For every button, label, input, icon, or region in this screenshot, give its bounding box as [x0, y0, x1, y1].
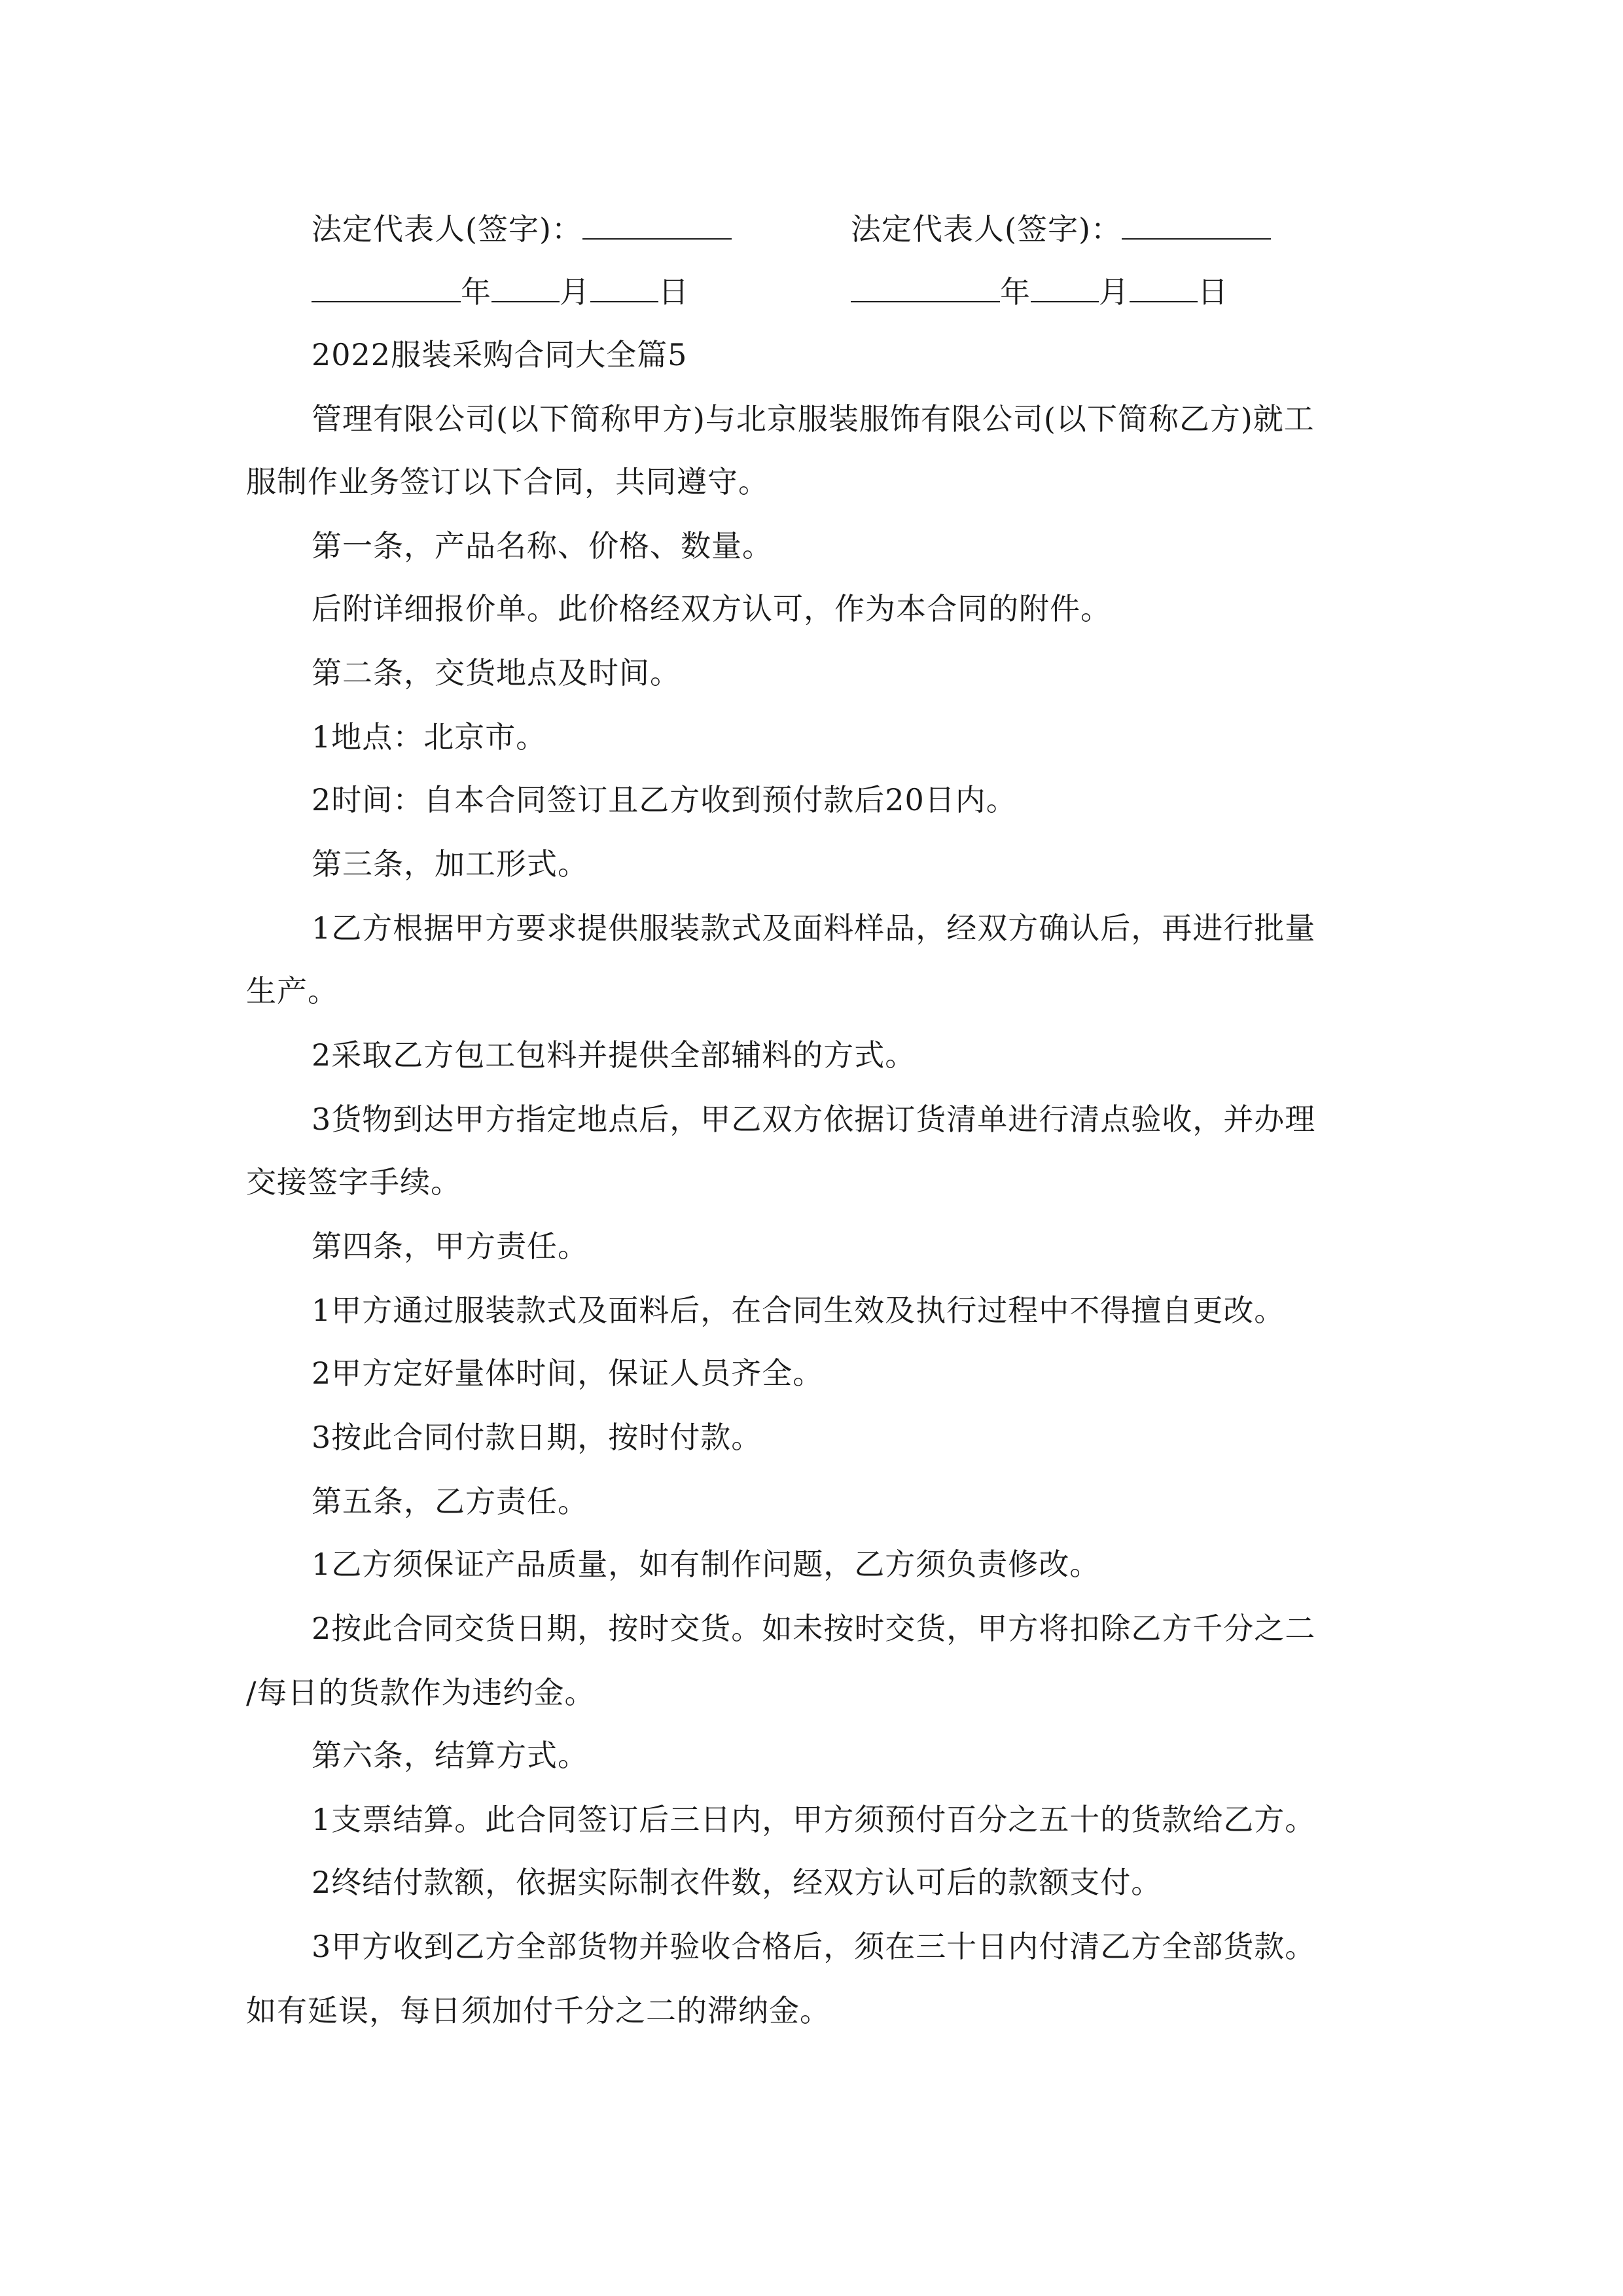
date-right [851, 272, 1228, 312]
body-line: 2按此合同交货日期，按时交货。如未按时交货，甲方将扣除乙方千分之二 [312, 1611, 1316, 1646]
body-line: /每日的货款作为违约金。 [246, 1675, 596, 1710]
body-line: 3货物到达甲方指定地点后，甲乙双方依据订货清单进行清点验收，并办理 [312, 1102, 1316, 1137]
section-heading: 2022服装采购合同大全篇5 [312, 337, 688, 372]
body-line: 1地点：北京市。 [312, 719, 547, 755]
body-line: 服制作业务签订以下合同，共同遵守。 [246, 464, 769, 499]
body-line: 2甲方定好量体时间，保证人员齐全。 [312, 1355, 824, 1391]
body-line: 1乙方根据甲方要求提供服装款式及面料样品，经双方确认后，再进行批量 [312, 910, 1316, 946]
body-line: 第一条，产品名称、价格、数量。 [312, 528, 773, 564]
body-line: 管理有限公司(以下简称甲方)与北京服装服饰有限公司(以下简称乙方)就工 [312, 401, 1315, 437]
body-line: 第四条，甲方责任。 [312, 1229, 588, 1264]
month-label: 月 [560, 274, 590, 310]
year-blank [312, 272, 461, 302]
day-label: 日 [658, 274, 689, 310]
month-blank [1031, 272, 1099, 302]
signature-left [312, 209, 732, 249]
body-line: 3甲方收到乙方全部货物并验收合格后，须在三十日内付清乙方全部货款。 [312, 1929, 1316, 1964]
signature-right [851, 209, 1271, 249]
body-line: 2时间：自本合同签订且乙方收到预付款后20日内。 [312, 782, 1017, 817]
month-label: 月 [1099, 274, 1130, 310]
left-signature-blank [582, 209, 732, 240]
body-line: 如有延误，每日须加付千分之二的滞纳金。 [246, 1993, 830, 2028]
body-line: 2终结付款额，依据实际制衣件数，经双方认可后的款额支付。 [312, 1865, 1162, 1900]
body-line: 第二条，交货地点及时间。 [312, 655, 681, 691]
body-line: 交接签字手续。 [246, 1164, 461, 1200]
day-label: 日 [1198, 274, 1228, 310]
date-left [312, 272, 689, 312]
body-line: 1乙方须保证产品质量，如有制作问题，乙方须负责修改。 [312, 1547, 1101, 1582]
month-blank [491, 272, 560, 302]
right-signature-blank [1122, 209, 1271, 240]
right-signature-label: 法定代表人(签字)： [851, 211, 1122, 247]
year-label: 年 [461, 274, 491, 310]
year-label: 年 [1000, 274, 1031, 310]
left-signature-label: 法定代表人(签字)： [312, 211, 582, 247]
body-line: 第六条，结算方式。 [312, 1738, 588, 1773]
body-line: 生产。 [246, 973, 338, 1009]
year-blank [851, 272, 1000, 302]
body-line: 1支票结算。此合同签订后三日内，甲方须预付百分之五十的货款给乙方。 [312, 1802, 1316, 1837]
day-blank [590, 272, 658, 302]
body-line: 2采取乙方包工包料并提供全部辅料的方式。 [312, 1037, 916, 1073]
body-line: 第三条，加工形式。 [312, 846, 588, 882]
day-blank [1130, 272, 1198, 302]
body-line: 后附详细报价单。此价格经双方认可，作为本合同的附件。 [312, 591, 1111, 626]
body-line: 第五条，乙方责任。 [312, 1484, 588, 1519]
body-line: 3按此合同付款日期，按时付款。 [312, 1420, 762, 1455]
body-line: 1甲方通过服装款式及面料后，在合同生效及执行过程中不得擅自更改。 [312, 1293, 1285, 1328]
